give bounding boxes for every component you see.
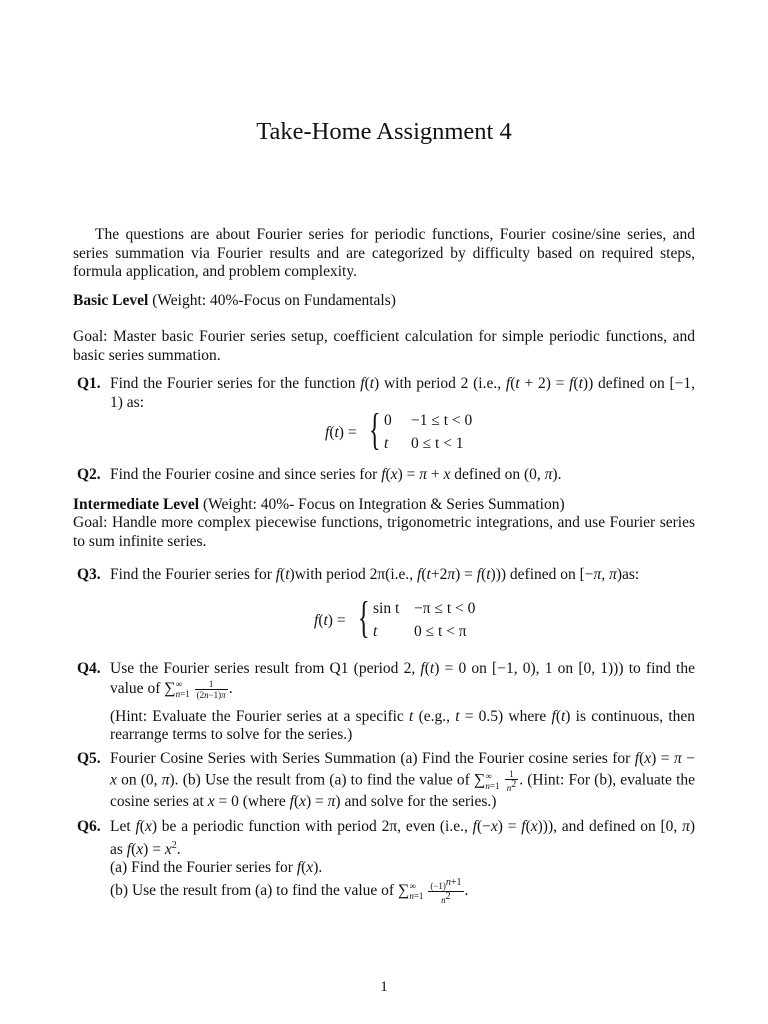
q1-case2-condition: 0 ≤ t < 1 <box>411 435 464 452</box>
q1-text-a: Find the Fourier series for the function <box>110 375 356 392</box>
q1-text-d: as: <box>126 393 145 411</box>
q4-hint-b: (e.g., <box>418 707 450 725</box>
q6-text-b: be a periodic function with period 2π, even (i.e., <box>161 818 468 835</box>
page-title: Take-Home Assignment 4 <box>256 118 512 145</box>
q3-text-d: as: <box>622 566 640 583</box>
q5-text-d: . (Hint: For (b), evaluate the cosine series at <box>110 771 696 810</box>
q1-case1-value: 0 <box>384 412 392 429</box>
q4-label: Q4. <box>77 660 101 677</box>
q3-label: Q3. <box>77 566 101 583</box>
q4-hint-c: ) where <box>498 707 547 725</box>
q4-text-d: ) to find the value of <box>110 660 695 697</box>
q2-text: Find the Fourier cosine and since series for <box>110 466 378 483</box>
document-page: Take-Home Assignment 4 The questions are about Fourier series for periodic functions, Fourier cosine/sine series, and series summation via Fourier results and are categorized by difficulty based on required steps, formula application, and problem complexity. Basic Level (Weight: 40%-Focus on Fundamentals) Goal: Master basic Fourier series setup, coefficient calculation for simple periodic functions, and basic series summation. Q1. Find the Fourier series for the function f(t) with period 2 (i.e., f(t + 2) = f(t)) defined on [−1, 1) as: f(t) = { 0 −1 ≤ t < 0 t 0 ≤ t < 1 Q2. Find the Fourier cosine and since series for f(x) = π + x defined on (0, π). Intermediate Level (Weight: 40%- Focus on Integration & Series Summation) Goal: Handle more complex piecewise functions, trigonometric integrations, and use Fourier series to sum infinite series. Q3. Find the Fourier series for f(t)with period 2π(i.e., f(t+2π) = f(t))) defined on [−π, π)as: f(t) = { sin t −π ≤ t < 0 t 0 ≤ t < π Q4. Use the Fourier series result from Q1 (period 2, f(t) = 0 on [−1, 0), 1 on [0, 1))) to find the value of ∑ ∞ n=1 $\frac{1}{(2n-1)\pi}$ . (Hint: Evaluate the Fourier series at a specific t (e.g., t = 0.5) where f(t) is continuous, then rearrange terms to solve for the series.) Q5. Fourier Cosine Series with Series Summation (a) Find the Fourier cosine series for f(x) = π − x on (0, π). (b) Use the result from (a) to find the value of ∑ ∞ n=1 $\frac{1}{n^2}$ . (Hint: For (b), evaluate the cosine series at x = 0 (where f(x) = π) and solve for the series.) Q6. Let f(x) be a periodic function with period 2π, even (i.e., f(−x) = f(x))), and defined on [0, π) as $f(x) = x^2$. (a) Find the Fourier series for f(x). (b) Use the result from (a) to find the value of ∑ ∞ n=1 $\frac{(-1)^{n+1}}{n^2}$ . 1 <box>0 0 768 1024</box>
intermediate-level-weight: (Weight: 40%- Focus on Integration & Series Summation) <box>203 496 565 513</box>
q5-text-c: . (b) Use the result from (a) to find the value of <box>174 771 470 789</box>
q6-part-a: (a) Find the Fourier series for <box>110 859 293 877</box>
q6-text-d: as <box>110 840 123 858</box>
intro-paragraph: The questions are about Fourier series for periodic functions, Fourier cosine/sine series, and series summation via Fourier results and are categorized by difficulty based on required steps, formula application, and problem complexity. <box>73 226 695 280</box>
question-q4: Q4. Use the Fourier series result from Q1 (period 2, f(t) = 0 on [−1, 0), 1 on [0, 1))) to find the value of ∑ ∞ n=1 $\frac{1}{(2n-1)\pi}$ . (Hint: Evaluate the Fourier series at a specific t (e.g., t = 0.5) where f(t) is continuous, then rearrange terms to solve for the series.) <box>77 660 696 743</box>
q1-label: Q1. <box>77 375 101 392</box>
question-q3: Q3. Find the Fourier series for f(t)with period 2π(i.e., f(t+2π) = f(t))) defined on [−π, π)as: <box>77 566 640 583</box>
q3-case2-value: t <box>373 623 378 640</box>
basic-level-goal: Goal: Master basic Fourier series setup, coefficient calculation for simple periodic functions, and basic series summation. <box>73 328 695 364</box>
question-q6: Q6. Let f(x) be a periodic function with period 2π, even (i.e., f(−x) = f(x))), and defined on [0, π) as $f(x) = x^2$. (a) Find the Fourier series for f(x). (b) Use the result from (a) to find the value of ∑ ∞ n=1 $\frac{(-1)^{n+1}}{n^2}$ . <box>77 818 696 905</box>
q3-text-c: ) defined on <box>500 566 576 583</box>
q5-text-a: Fourier Cosine Series with Series Summation (a) Find the Fourier cosine series for <box>110 750 631 767</box>
page-number: 1 <box>380 979 388 995</box>
q6-text-c: ), and defined on <box>547 818 656 835</box>
basic-level-heading <box>73 292 695 311</box>
q5-text-f: ) and solve for the series.) <box>335 792 497 810</box>
q1-case2-value: t <box>384 435 389 452</box>
q5-label: Q5. <box>77 750 101 767</box>
q1-text-c: ) defined on <box>588 375 665 392</box>
intermediate-level-heading <box>73 496 695 515</box>
question-q5: Q5. Fourier Cosine Series with Series Summation (a) Find the Fourier cosine series for f(x) = π − x on (0, π). (b) Use the result from (a) to find the value of ∑ ∞ n=1 $\frac{1}{n^2}$ . (Hint: For (b), evaluate the cosine series at x = 0 (where f(x) = π) and solve for the series.) <box>77 750 696 810</box>
q4-text-a: Use the Fourier series result from Q1 (period 2, <box>110 660 416 677</box>
q2-text-b: defined on <box>454 466 521 483</box>
basic-level-weight: (Weight: 40%-Focus on Fundamentals) <box>152 292 396 309</box>
q3-text-a: Find the Fourier series for <box>110 566 272 583</box>
q5-text-b: on <box>121 771 137 789</box>
intermediate-level-title: Intermediate Level <box>73 496 200 513</box>
q3-case1-condition: −π ≤ t < 0 <box>414 600 476 617</box>
q4-text-b: on <box>471 660 487 677</box>
intermediate-level-goal: Goal: Handle more complex piecewise functions, trigonometric integrations, and use Fourier series to sum infinite series. <box>73 514 695 550</box>
q2-label: Q2. <box>77 466 101 483</box>
q4-text-c: , 1 on <box>535 660 574 677</box>
q6-part-b: (b) Use the result from (a) to find the value of <box>110 881 395 899</box>
question-q2: Q2. Find the Fourier cosine and since series for f(x) = π + x defined on (0, π). <box>77 466 562 483</box>
question-q1: Q1. Find the Fourier series for the function f(t) with period 2 (i.e., f(t + 2) = f(t)) defined on [−1, 1) as: <box>77 375 696 411</box>
q5-text-e: (where <box>242 792 286 810</box>
q4-hint-a: (Hint: Evaluate the Fourier series at a specific <box>110 707 404 725</box>
q3-text-b: with period 2π(i.e., <box>294 566 414 583</box>
q6-label: Q6. <box>77 818 101 835</box>
q3-case1-value: sin t <box>373 600 400 617</box>
q1-case1-condition: −1 ≤ t < 0 <box>411 412 473 429</box>
q1-text-b: with period 2 (i.e., <box>383 375 502 392</box>
q3-case2-condition: 0 ≤ t < π <box>414 623 467 640</box>
basic-level-title: Basic Level <box>73 292 149 309</box>
q4-hint-d: is continuous, then rearrange terms to solve for the series.) <box>110 707 696 743</box>
q6-text-a: Let <box>110 818 131 835</box>
